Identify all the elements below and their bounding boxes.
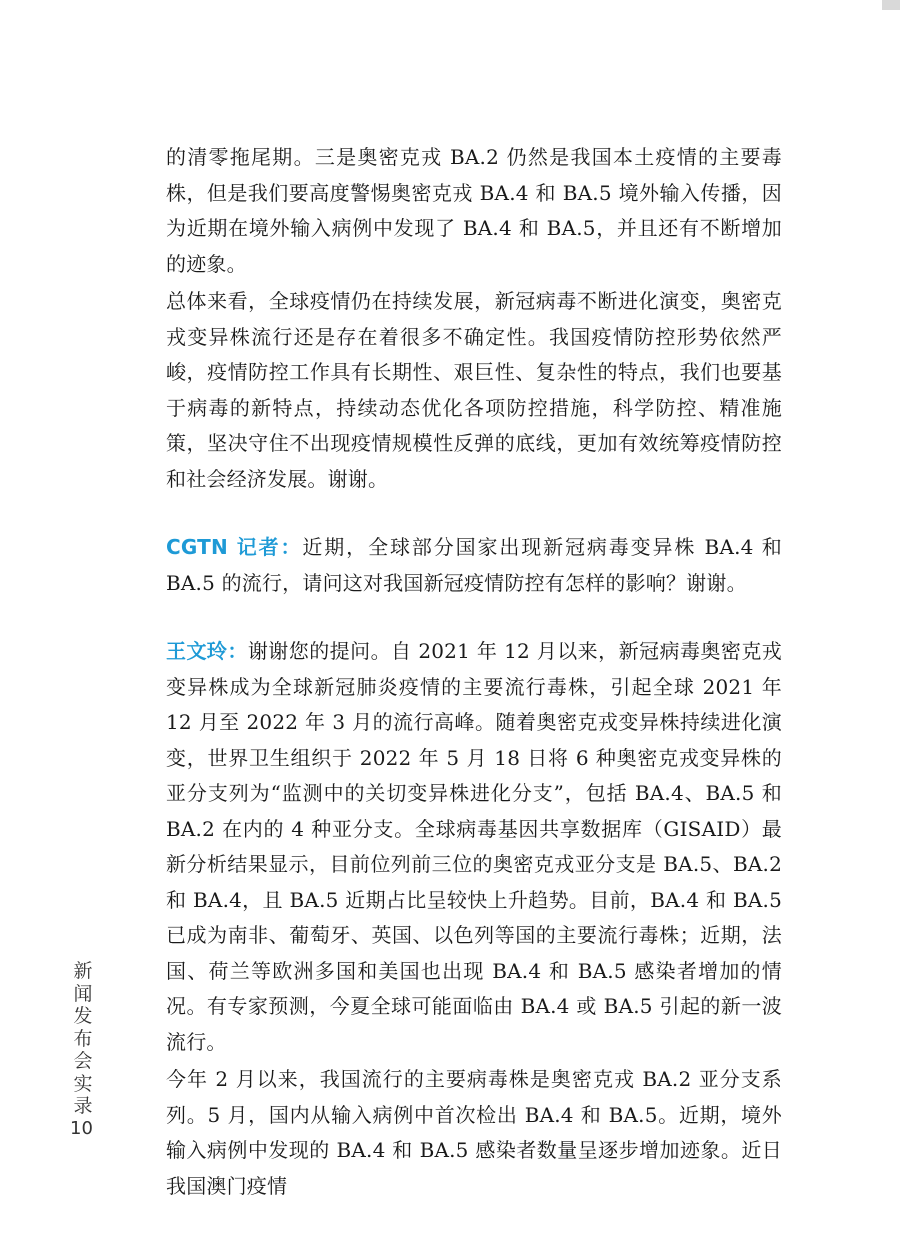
side-title-char: 实	[73, 1072, 93, 1095]
speaker-label-cgtn: CGTN 记者：	[166, 535, 303, 559]
page-number: 10	[70, 1118, 93, 1139]
side-title-char: 发	[73, 1005, 93, 1027]
paragraph-answer-continuation: 的清零拖尾期。三是奥密克戎 BA.2 仍然是我国本土疫情的主要毒株，但是我们要高度警惕奥密克戎 BA.4 和 BA.5 境外输入传播，因为近期在境外输入病例中发现了 BA.4 和 BA.5，并且还有不断增加的迹象。	[166, 145, 782, 276]
paragraph-domestic-situation: 今年 2 月以来，我国流行的主要病毒株是奥密克戎 BA.2 亚分支系列。5 月，国内从输入病例中首次检出 BA.4 和 BA.5。近期，境外输入病例中发现的 BA.4 和 BA.5 感染者数量呈逐步增加迹象。近日我国澳门疫情	[166, 1067, 782, 1198]
side-book-title	[72, 960, 94, 1118]
paragraph-question-cgtn	[166, 530, 782, 601]
speaker-label-wang: 王文玲：	[166, 639, 248, 663]
page-corner-mark	[882, 0, 900, 10]
answer-text: 谢谢您的提问。自 2021 年 12 月以来，新冠病毒奥密克戎变异株成为全球新冠肺炎疫情的主要流行毒株，引起全球 2021 年 12 月至 2022 年 3 月的流行高峰。随着奥密克戎变异株持续进化演变，世界卫生组织于 2022 年 5 月 18 日将 6 种奥密克戎变异株的亚分支列为“监测中的关切变异株进化分支”，包括 BA.4、BA.5 和 BA.2 在内的 4 种亚分支。全球病毒基因共享数据库（GISAID）最新分析结果显示，目前位列前三位的奥密克戎亚分支是 BA.5、BA.2 和 BA.4，且 BA.5 近期占比呈较快上升趋势。目前，BA.4 和 BA.5 已成为南非、葡萄牙、英国、以色列等国的主要流行毒株；近期，法国、荷兰等欧洲多国和美国也出现 BA.4 和 BA.5 感染者增加的情况。有专家预测，今夏全球可能面临由 BA.4 或 BA.5 引起的新一波流行。	[166, 639, 782, 1054]
paragraph-answer-wang	[166, 634, 782, 1060]
side-title-char: 会	[73, 1050, 93, 1072]
side-title-char: 录	[73, 1095, 93, 1117]
page-body	[166, 140, 782, 1204]
question-text: 近期，全球部分国家出现新冠病毒变异株 BA.4 和 BA.5 的流行，请问这对我国新冠疫情防控有怎样的影响？谢谢。	[166, 535, 783, 595]
paragraph-summary: 总体来看，全球疫情仍在持续发展，新冠病毒不断进化演变，奥密克戎变异株流行还是存在着很多不确定性。我国疫情防控形势依然严峻，疫情防控工作具有长期性、艰巨性、复杂性的特点，我们也要基于病毒的新特点，持续动态优化各项防控措施，科学防控、精准施策，坚决守住不出现疫情规模性反弹的底线，更加有效统筹疫情防控和社会经济发展。谢谢。	[166, 289, 782, 491]
side-title-char: 新	[73, 960, 93, 982]
side-title-char: 闻	[73, 982, 93, 1005]
side-title-char: 布	[73, 1027, 93, 1050]
